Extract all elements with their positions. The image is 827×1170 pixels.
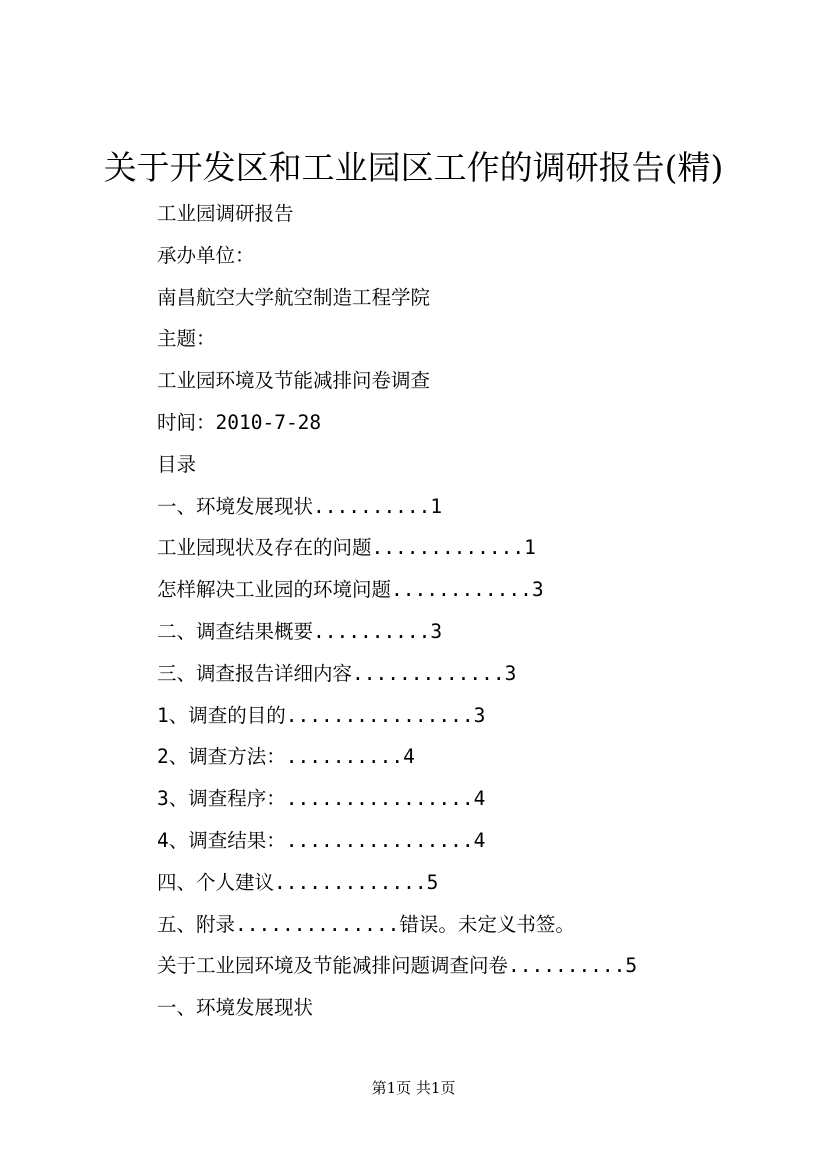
document-title: 关于开发区和工业园区工作的调研报告(精) bbox=[103, 148, 724, 187]
toc-entry: 怎样解决工业园的环境问题............3 bbox=[157, 578, 544, 602]
toc-entry: 2、调查方法：..........4 bbox=[157, 745, 415, 769]
body-line: 承办单位： bbox=[157, 243, 255, 267]
toc-entry: 五、附录..............错误。未定义书签。 bbox=[157, 912, 575, 936]
toc-heading: 目录 bbox=[157, 452, 197, 476]
toc-entry: 四、个人建议.............5 bbox=[157, 870, 439, 894]
body-line: 工业园环境及节能减排问卷调查 bbox=[157, 369, 431, 393]
toc-entry: 1、调查的目的................3 bbox=[157, 703, 486, 727]
toc-entry: 3、调查程序：................4 bbox=[157, 787, 486, 811]
toc-entry: 工业园现状及存在的问题.............1 bbox=[157, 536, 536, 560]
body-line: 主题： bbox=[157, 327, 216, 351]
toc-entry: 关于工业园环境及节能减排问题调查问卷..........5 bbox=[157, 954, 638, 978]
section-heading: 一、环境发展现状 bbox=[157, 996, 314, 1020]
page-footer: 第1页 共1页 bbox=[371, 1079, 456, 1097]
toc-entry: 二、调查结果概要..........3 bbox=[157, 619, 443, 643]
document-body bbox=[157, 196, 797, 1032]
toc-entry: 一、环境发展现状..........1 bbox=[157, 494, 443, 518]
toc-entry: 4、调查结果：................4 bbox=[157, 828, 486, 852]
body-line: 南昌航空大学航空制造工程学院 bbox=[157, 285, 431, 309]
toc-entry: 三、调查报告详细内容.............3 bbox=[157, 661, 517, 685]
body-line: 工业园调研报告 bbox=[157, 202, 294, 225]
body-line: 时间：2010-7-28 bbox=[157, 410, 322, 434]
